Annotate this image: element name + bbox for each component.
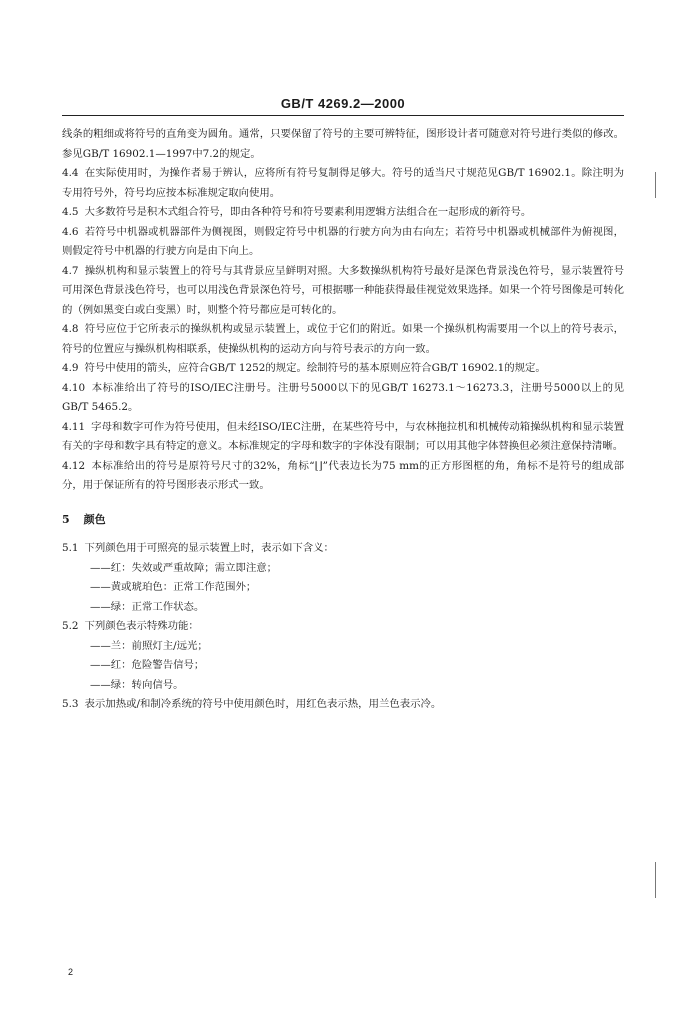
clause-number: 4.9 [62, 362, 79, 374]
header-rule [62, 115, 624, 116]
list-item: ——兰：前照灯主/远光； [90, 639, 208, 652]
clause-number: 4.4 [62, 167, 79, 179]
clause-4-7 [62, 262, 624, 321]
clause-4-5 [62, 203, 624, 223]
clause-number: 4.12 [62, 459, 86, 472]
scan-mark-top-right [655, 172, 656, 198]
list-item: ——红：危险警告信号； [90, 659, 205, 671]
section-number: 5 [62, 512, 70, 526]
scan-mark-bottom-right [655, 862, 656, 898]
intro-continuation: 线条的粗细或将符号的直角变为圆角。通常，只要保留了符号的主要可辨特征，图形设计者可随意对符号进行类似的修改。参见GB/T 16902.1—1997中7.2的规定。 [62, 128, 624, 160]
clause-text: 若符号中机器或机器部件为侧视图，则假定符号中机器的行驶方向为由右向左；若符号中机器或机械部件为俯视图，则假定符号中机器的行驶方向是由下向上。 [62, 225, 624, 257]
clause-4-10 [62, 379, 624, 418]
clause-text: 下列颜色表示特殊功能： [84, 620, 199, 632]
clause-4-9 [62, 359, 624, 379]
clause-4-11 [62, 418, 624, 457]
clause-number: 5.3 [62, 698, 79, 710]
clause-text: 本标准给出的符号是原符号尺寸的32%，角标“⌊⌋”代表边长为75 mm的正方形图框的角，角标不是符号的组成部分，用于保证所有的符号图形表示形式一致。 [62, 459, 624, 491]
clause-number: 4.10 [62, 381, 86, 394]
clause-text: 表示加热或/和制冷系统的符号中使用颜色时，用红色表示热，用兰色表示冷。 [84, 698, 442, 710]
clause-4-4 [62, 164, 624, 203]
section-heading-colors [62, 510, 624, 530]
clause-text: 本标准给出了符号的ISO/IEC注册号。注册号5000以下的见GB/T 16273.1～16273.3，注册号5000以上的见GB/T 5465.2。 [62, 381, 624, 413]
clause-number: 5.2 [62, 620, 79, 632]
clause-text: 符号应位于它所表示的操纵机构或显示装置上，或位于它们的附近。如果一个操纵机构需要用一个以上的符号表示，符号的位置应与操纵机构相联系，使操纵机构的运动方向与符号表示的方向一致。 [62, 323, 624, 355]
clause-text: 下列颜色用于可照亮的显示装置上时，表示如下含义： [84, 542, 334, 554]
clause-text: 大多数符号是积木式组合符号，即由各种符号和符号要素利用逻辑方法组合在一起形成的新符号。 [84, 206, 532, 218]
list-item: ——绿：正常工作状态。 [90, 600, 205, 613]
standard-number: GB/T 4269.2—2000 [280, 96, 406, 111]
list-item: ——绿：转向信号。 [90, 678, 184, 691]
clause-text: 在实际使用时，为操作者易于辨认，应将所有符号复制得足够大。符号的适当尺寸规范见GB/T 16902.1。除注明为专用符号外，符号均应按本标准规定取向使用。 [62, 167, 624, 199]
clause-number: 5.1 [62, 542, 79, 554]
clause-number: 4.11 [62, 420, 86, 433]
list-item: ——红：失效或严重故障；需立即注意； [90, 561, 278, 574]
clause-text: 操纵机构和显示装置上的符号与其背景应呈鲜明对照。大多数操纵机构符号最好是深色背景浅色符号，显示装置符号可用深色背景浅色符号，也可以用浅色背景深色符号，可根据哪一种能获得最佳视觉效果选择。如果一个符号图像是可转化的（例如黑变白或白变黑）时，则整个符号都应是可转化的。 [62, 264, 624, 316]
clause-number: 4.5 [62, 206, 79, 218]
clause-number: 4.6 [62, 225, 79, 238]
clause-5-1 [62, 539, 624, 559]
clause-5-3 [62, 695, 624, 715]
section-title: 颜色 [83, 512, 106, 526]
clause-number: 4.8 [62, 323, 79, 335]
clause-4-6 [62, 223, 624, 262]
clause-4-12 [62, 457, 624, 496]
clause-text: 字母和数字可作为符号使用，但未经ISO/IEC注册，在某些符号中，与农林拖拉机和机械传动箱操纵机构和显示装置有关的字母和数字具有特定的意义。本标准规定的字母和数字的字体没有限制；可以用其他字体替换但必须注意保持清晰。 [62, 420, 624, 452]
clause-5-2 [62, 617, 624, 637]
page-number: 2 [68, 967, 74, 977]
clause-number: 4.7 [62, 264, 79, 277]
clause-text: 符号中使用的箭头，应符合GB/T 1252的规定。绘制符号的基本原则应符合GB/T 16902.1的规定。 [84, 362, 546, 374]
document-body [62, 125, 624, 715]
list-item: ——黄或琥珀色：正常工作范围外； [90, 581, 257, 593]
page-header [0, 96, 686, 111]
clause-4-8 [62, 320, 624, 359]
